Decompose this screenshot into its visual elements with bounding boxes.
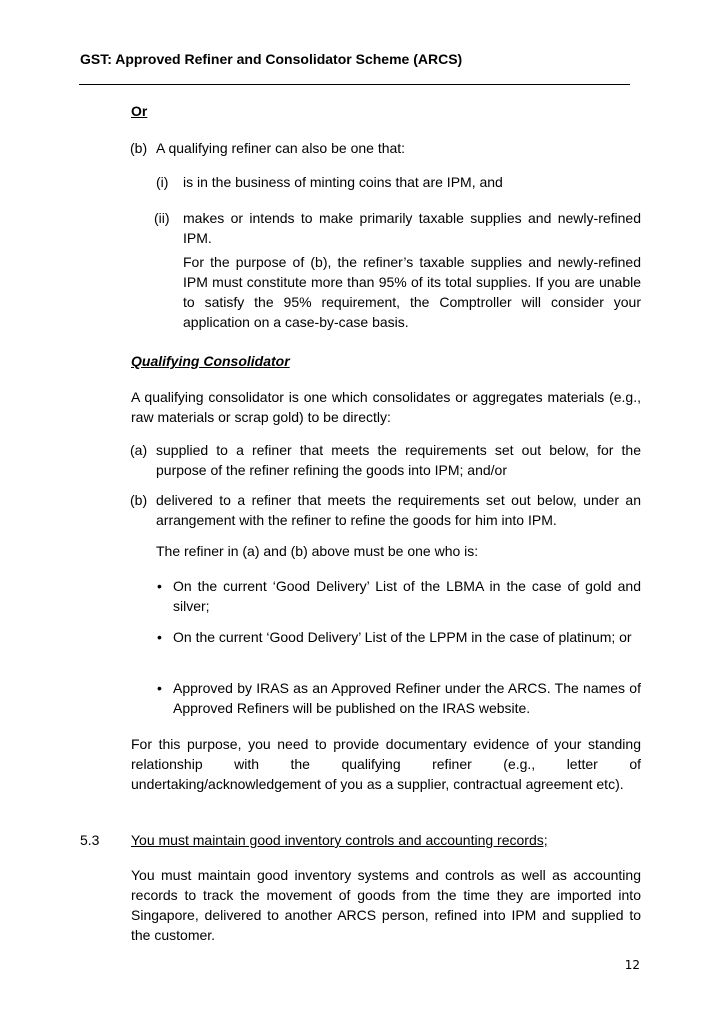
bullet-item: Approved by IRAS as an Approved Refiner under the ARCS. The names of Approved Refiners will be published on the IRAS website. [173,680,641,716]
header-rule [79,84,630,85]
b-label: (b) [130,140,148,156]
consolidator-heading: Qualifying Consolidator [131,353,290,369]
consolidator-a-label: (a) [130,442,148,458]
purpose-paragraph: For the purpose of (b), the refiner’s taxable supplies and newly-refined IPM must constitute more than 95% of its total supplies. If you are unable to satisfy the 95% requirement, the Comptroller will consider your application on a case-by-case basis. [183,254,641,330]
page-number: 12 [624,958,640,972]
bullet-dot: • [157,680,162,696]
bullet-dot: • [157,629,162,645]
document-header-title: GST: Approved Refiner and Consolidator Scheme (ARCS) [80,51,463,67]
i-label: (i) [156,174,169,190]
bullet-dot: • [157,578,162,594]
consolidator-b-text: delivered to a refiner that meets the requirements set out below, under an arrangement with the refiner to refine the goods for him into IPM. [156,492,641,528]
refiner-intro: The refiner in (a) and (b) above must be one who is: [156,543,479,559]
consolidator-paragraph: A qualifying consolidator is one which consolidates or aggregates materials (e.g., raw materials or scrap gold) to be directly: [131,389,641,425]
section-number: 5.3 [80,832,100,848]
consolidator-b-label: (b) [130,492,148,508]
bullet-item: On the current ‘Good Delivery’ List of the LPPM in the case of platinum; or [173,629,632,645]
ii-label: (ii) [154,210,170,226]
b-text: A qualifying refiner can also be one that: [156,140,406,156]
i-text: is in the business of minting coins that are IPM, and [183,174,503,190]
documentary-evidence-paragraph: For this purpose, you need to provide documentary evidence of your standing relationship with the qualifying refiner (e.g., letter of undertaking/acknowledgement of you as a supplier, contractual agreement etc). [131,736,641,792]
inventory-paragraph: You must maintain good inventory systems and controls as well as accounting records to track the movement of goods from the time they are imported into Singapore, delivered to another ARCS person, refined into IPM and supplied to the customer. [131,867,641,943]
ii-text: makes or intends to make primarily taxable supplies and newly-refined IPM. [183,210,641,246]
bullet-item: On the current ‘Good Delivery’ List of the LBMA in the case of gold and silver; [173,578,641,614]
or-heading: Or [131,103,148,119]
section-heading: You must maintain good inventory controls and accounting records; [131,832,548,848]
consolidator-a-text: supplied to a refiner that meets the requirements set out below, for the purpose of the refiner refining the goods into IPM; and/or [156,442,641,478]
